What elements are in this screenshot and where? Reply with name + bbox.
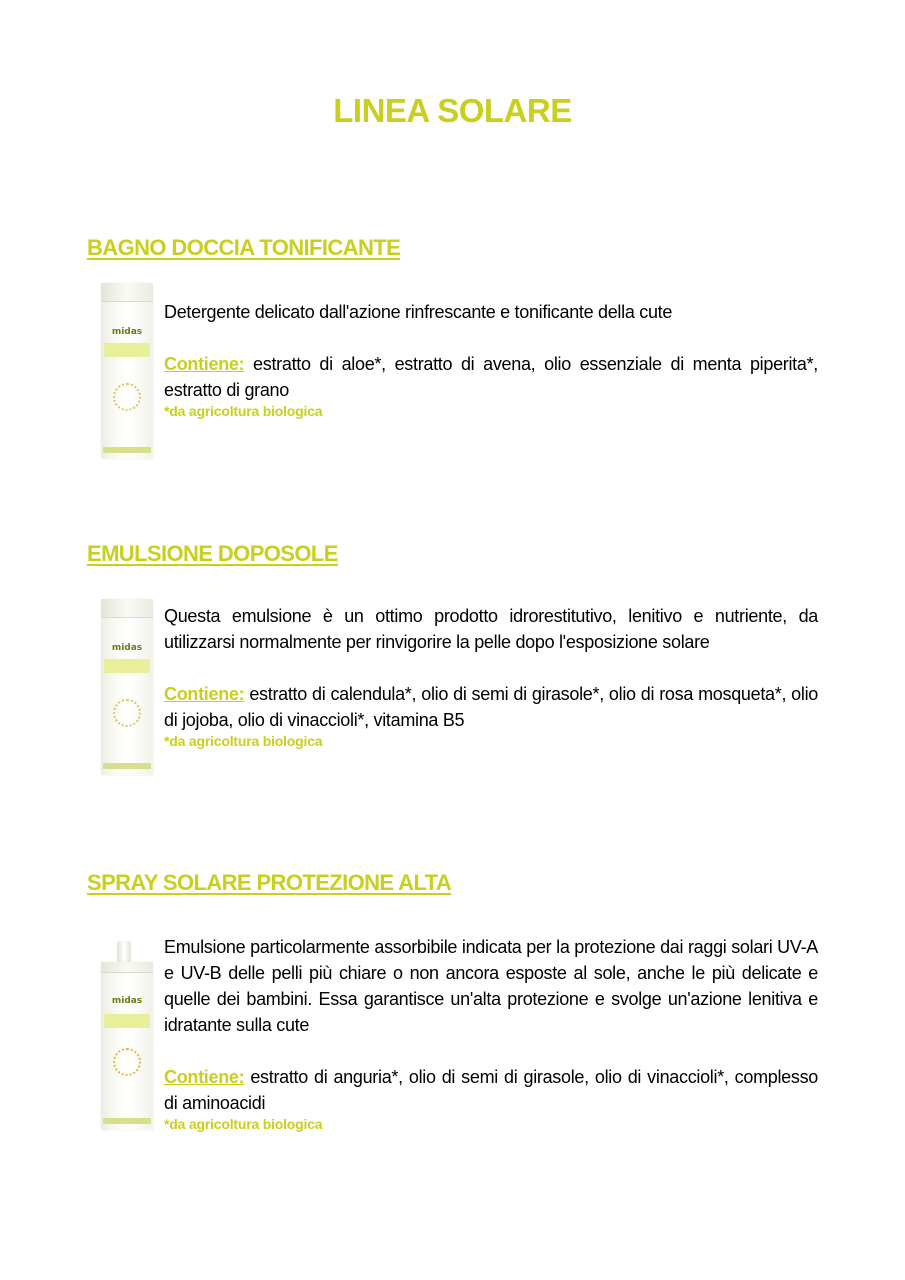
sun-icon — [113, 699, 141, 727]
product-description: Detergente delicato dall'azione rinfrescante e tonificante della cute — [164, 302, 673, 322]
product-text-emulsione-doposole — [164, 603, 818, 749]
contains-label: Contiene: — [164, 354, 245, 374]
ingredients-text: estratto di anguria*, olio di semi di girasole, olio di vinaccioli*, complesso di aminoacidi — [164, 1067, 818, 1113]
product-brand-label: midas — [111, 327, 143, 337]
spray-nozzle — [117, 941, 131, 963]
ingredients-text: estratto di calendula*, olio di semi di girasole*, olio di rosa mosqueta*, olio di jojoba, olio di vinaccioli*, vitamina B5 — [164, 684, 818, 730]
product-text-spray-solare — [164, 934, 818, 1132]
organic-note: *da agricoltura biologica — [164, 733, 323, 749]
organic-note: *da agricoltura biologica — [164, 1116, 323, 1132]
product-image-spray-solare — [101, 962, 153, 1130]
product-title-bagno-doccia: BAGNO DOCCIA TONIFICANTE — [87, 235, 401, 260]
product-brand-label: midas — [111, 996, 143, 1006]
product-title-emulsione-doposole: EMULSIONE DOPOSOLE — [87, 541, 338, 566]
product-ingredients — [164, 351, 818, 403]
sun-icon — [113, 1048, 141, 1076]
product-image-bagno-doccia — [101, 283, 153, 459]
product-brand-label: midas — [111, 643, 143, 653]
sun-icon — [113, 383, 141, 411]
product-ingredients — [164, 1064, 818, 1116]
ingredients-text: estratto di aloe*, estratto di avena, olio essenziale di menta piperita*, estratto di grano — [164, 354, 818, 400]
product-image-emulsione-doposole — [101, 599, 153, 775]
contains-label: Contiene: — [164, 684, 245, 704]
contains-label: Contiene: — [164, 1067, 245, 1087]
organic-note: *da agricoltura biologica — [164, 403, 323, 419]
product-description: Emulsione particolarmente assorbibile indicata per la protezione dai raggi solari UV-A e UV-B delle pelli più chiare o non ancora esposte al sole, anche le più delicate e quelle dei bambini. Essa garantisce un'alta protezione e svolge un'azione lenitiva e idratante sulla cute — [164, 937, 818, 1035]
product-text-bagno-doccia — [164, 299, 818, 419]
product-description: Questa emulsione è un ottimo prodotto idrorestitutivo, lenitivo e nutriente, da utilizzarsi normalmente per rinvigorire la pelle dopo l'esposizione solare — [164, 606, 818, 652]
product-ingredients — [164, 681, 818, 733]
page-title: LINEA SOLARE — [333, 92, 572, 129]
product-title-spray-solare: SPRAY SOLARE PROTEZIONE ALTA — [87, 870, 452, 895]
